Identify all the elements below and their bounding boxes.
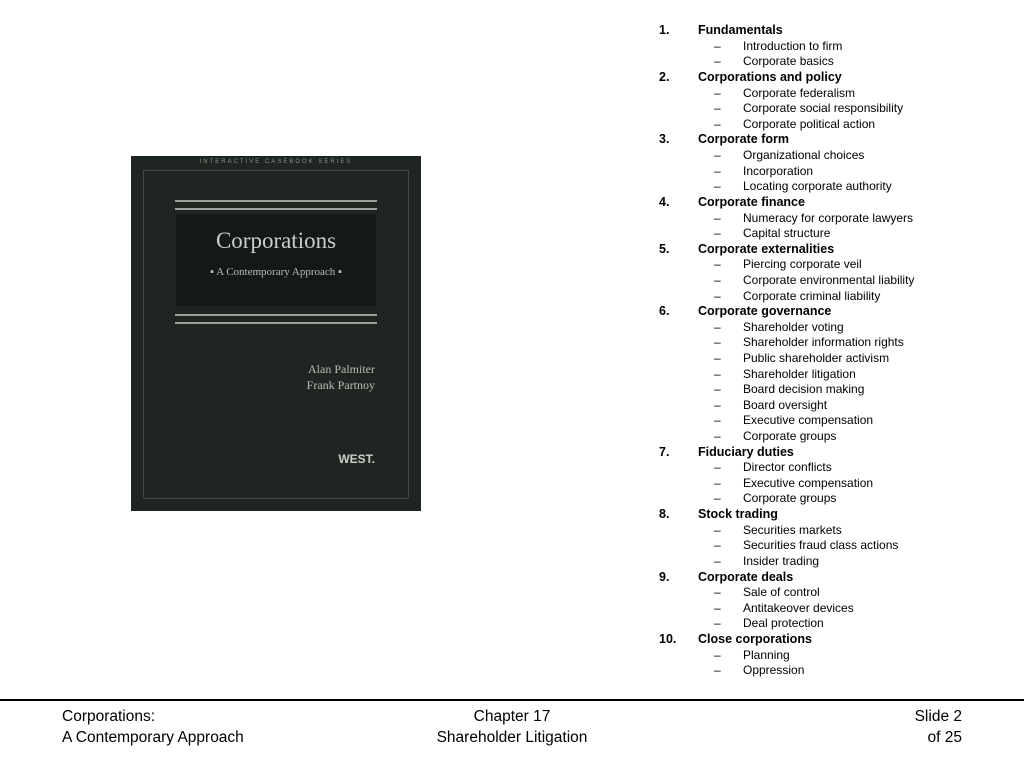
outline-topic-label: Corporate deals <box>698 569 794 584</box>
chapter-outline <box>659 23 1019 679</box>
outline-subtopic <box>659 335 1019 351</box>
outline-subtopic <box>659 413 1019 429</box>
outline-subtopic <box>659 86 1019 102</box>
outline-topic-label: Corporate governance <box>698 304 832 319</box>
outline-subtopic <box>659 226 1019 242</box>
outline-topic-number: 5. <box>659 241 670 256</box>
outline-subtopic-label: Locating corporate authority <box>743 179 892 194</box>
outline-subtopic <box>659 601 1019 617</box>
dash-bullet-icon: – <box>714 272 721 287</box>
footer-book-title-line2: A Contemporary Approach <box>62 729 244 746</box>
dash-bullet-icon: – <box>714 522 721 537</box>
outline-subtopic <box>659 211 1019 227</box>
footer-slide-current: Slide 2 <box>914 708 962 725</box>
outline-subtopic-label: Corporate social responsibility <box>743 101 904 116</box>
outline-subtopic <box>659 616 1019 632</box>
outline-subtopic <box>659 491 1019 507</box>
outline-topic <box>659 132 1019 148</box>
outline-subtopic-label: Deal protection <box>743 616 824 631</box>
dash-bullet-icon: – <box>714 616 721 631</box>
dash-bullet-icon: – <box>714 257 721 272</box>
outline-subtopic-label: Introduction to firm <box>743 38 843 53</box>
book-subtitle: ▪ A Contemporary Approach ▪ <box>210 266 342 278</box>
outline-subtopic-label: Public shareholder activism <box>743 351 890 366</box>
dash-bullet-icon: – <box>714 351 721 366</box>
outline-topic-number: 2. <box>659 69 670 84</box>
book-rule <box>175 208 377 210</box>
outline-subtopic <box>659 460 1019 476</box>
outline-subtopic-label: Numeracy for corporate lawyers <box>743 210 914 225</box>
outline-subtopic <box>659 648 1019 664</box>
dash-bullet-icon: – <box>714 210 721 225</box>
outline-subtopic <box>659 476 1019 492</box>
outline-topic-label: Corporate externalities <box>698 241 835 256</box>
footer-divider <box>0 699 1024 701</box>
outline-subtopic-label: Board oversight <box>743 397 828 412</box>
outline-subtopic-label: Piercing corporate veil <box>743 257 862 272</box>
outline-subtopic-label: Antitakeover devices <box>743 600 854 615</box>
outline-subtopic-label: Corporate political action <box>743 116 876 131</box>
outline-topic <box>659 570 1019 586</box>
dash-bullet-icon: – <box>714 475 721 490</box>
footer-book-title <box>62 706 244 748</box>
outline-subtopic-label: Executive compensation <box>743 413 874 428</box>
outline-subtopic <box>659 554 1019 570</box>
outline-topic-number: 6. <box>659 304 670 319</box>
outline-subtopic-label: Organizational choices <box>743 148 865 163</box>
footer-book-title-line1: Corporations: <box>62 708 156 725</box>
dash-bullet-icon: – <box>714 491 721 506</box>
outline-subtopic-label: Corporate groups <box>743 491 837 506</box>
dash-bullet-icon: – <box>714 460 721 475</box>
outline-topic-number: 7. <box>659 444 670 459</box>
outline-subtopic <box>659 101 1019 117</box>
outline-topic-number: 4. <box>659 194 670 209</box>
outline-topic-number: 8. <box>659 507 670 522</box>
outline-topic-label: Fiduciary duties <box>698 444 794 459</box>
footer-slide-total: of 25 <box>927 729 962 746</box>
outline-topic <box>659 70 1019 86</box>
outline-subtopic-label: Corporate federalism <box>743 85 856 100</box>
outline-subtopic <box>659 523 1019 539</box>
dash-bullet-icon: – <box>714 335 721 350</box>
dash-bullet-icon: – <box>714 288 721 303</box>
outline-topic-label: Close corporations <box>698 632 812 646</box>
dash-bullet-icon: – <box>714 538 721 553</box>
outline-subtopic <box>659 320 1019 336</box>
outline-subtopic-label: Shareholder voting <box>743 319 844 334</box>
book-rule <box>175 314 377 316</box>
outline-subtopic-label: Oppression <box>743 663 805 678</box>
outline-topic-number: 3. <box>659 132 670 147</box>
outline-subtopic-label: Insider trading <box>743 553 820 568</box>
footer-chapter-number: Chapter 17 <box>473 708 551 725</box>
dash-bullet-icon: – <box>714 226 721 241</box>
book-author: Frank Partnoy <box>306 378 375 392</box>
outline-topic-number: 10. <box>659 632 677 646</box>
dash-bullet-icon: – <box>714 663 721 678</box>
outline-subtopic-label: Incorporation <box>743 163 814 178</box>
dash-bullet-icon: – <box>714 397 721 412</box>
dash-bullet-icon: – <box>714 553 721 568</box>
book-series: INTERACTIVE CASEBOOK SERIES <box>199 159 353 165</box>
outline-subtopic-label: Capital structure <box>743 226 831 241</box>
book-title: Corporations <box>215 228 337 253</box>
dash-bullet-icon: – <box>714 413 721 428</box>
outline-subtopic <box>659 538 1019 554</box>
outline-topic-label: Stock trading <box>698 507 778 522</box>
outline-subtopic-label: Corporate groups <box>743 429 837 443</box>
outline-subtopic-label: Planning <box>743 647 790 662</box>
dash-bullet-icon: – <box>714 319 721 334</box>
book-cover <box>131 156 421 511</box>
outline-subtopic-label: Shareholder information rights <box>743 335 904 350</box>
outline-topic-number: 9. <box>659 569 670 584</box>
outline-subtopic <box>659 54 1019 70</box>
outline-subtopic-label: Board decision making <box>743 382 865 397</box>
dash-bullet-icon: – <box>714 585 721 600</box>
outline-subtopic <box>659 164 1019 180</box>
dash-bullet-icon: – <box>714 101 721 116</box>
dash-bullet-icon: – <box>714 382 721 397</box>
outline-subtopic <box>659 382 1019 398</box>
outline-subtopic <box>659 117 1019 133</box>
outline-topic <box>659 23 1019 39</box>
outline-subtopic-label: Shareholder litigation <box>743 366 856 381</box>
dash-bullet-icon: – <box>714 148 721 163</box>
outline-subtopic-label: Securities fraud class actions <box>743 538 899 553</box>
outline-subtopic <box>659 663 1019 679</box>
book-author: Alan Palmiter <box>308 362 375 376</box>
outline-subtopic <box>659 585 1019 601</box>
book-rule <box>175 322 377 324</box>
dash-bullet-icon: – <box>714 54 721 69</box>
outline-subtopic-label: Corporate environmental liability <box>743 272 915 287</box>
dash-bullet-icon: – <box>714 85 721 100</box>
outline-topic <box>659 632 1019 648</box>
dash-bullet-icon: – <box>714 163 721 178</box>
outline-topic-label: Corporations and policy <box>698 69 842 84</box>
outline-subtopic <box>659 39 1019 55</box>
outline-subtopic-label: Securities markets <box>743 522 842 537</box>
dash-bullet-icon: – <box>714 179 721 194</box>
footer-chapter-title: Shareholder Litigation <box>436 729 588 746</box>
outline-subtopic <box>659 367 1019 383</box>
outline-subtopic-label: Corporate basics <box>743 54 834 69</box>
footer-chapter <box>362 706 662 748</box>
outline-subtopic-label: Executive compensation <box>743 475 874 490</box>
outline-topic-label: Corporate form <box>698 132 789 147</box>
dash-bullet-icon: – <box>714 600 721 615</box>
outline-subtopic <box>659 429 1019 445</box>
dash-bullet-icon: – <box>714 429 721 443</box>
outline-subtopic <box>659 148 1019 164</box>
outline-subtopic <box>659 273 1019 289</box>
outline-subtopic-label: Corporate criminal liability <box>743 288 881 303</box>
outline-subtopic-label: Director conflicts <box>743 460 832 475</box>
outline-topic-label: Corporate finance <box>698 194 805 209</box>
outline-subtopic <box>659 179 1019 195</box>
outline-topic <box>659 445 1019 461</box>
outline-topic-label: Fundamentals <box>698 23 783 37</box>
dash-bullet-icon: – <box>714 366 721 381</box>
book-publisher: WEST. <box>338 452 375 466</box>
outline-topic <box>659 304 1019 320</box>
dash-bullet-icon: – <box>714 647 721 662</box>
outline-subtopic <box>659 289 1019 305</box>
footer-slide-number <box>915 706 962 748</box>
dash-bullet-icon: – <box>714 38 721 53</box>
outline-subtopic <box>659 398 1019 414</box>
outline-topic <box>659 242 1019 258</box>
book-rule <box>175 200 377 202</box>
dash-bullet-icon: – <box>714 116 721 131</box>
outline-subtopic <box>659 257 1019 273</box>
outline-subtopic <box>659 351 1019 367</box>
outline-topic-number: 1. <box>659 23 670 37</box>
outline-topic <box>659 195 1019 211</box>
outline-subtopic-label: Sale of control <box>743 585 820 600</box>
outline-topic <box>659 507 1019 523</box>
